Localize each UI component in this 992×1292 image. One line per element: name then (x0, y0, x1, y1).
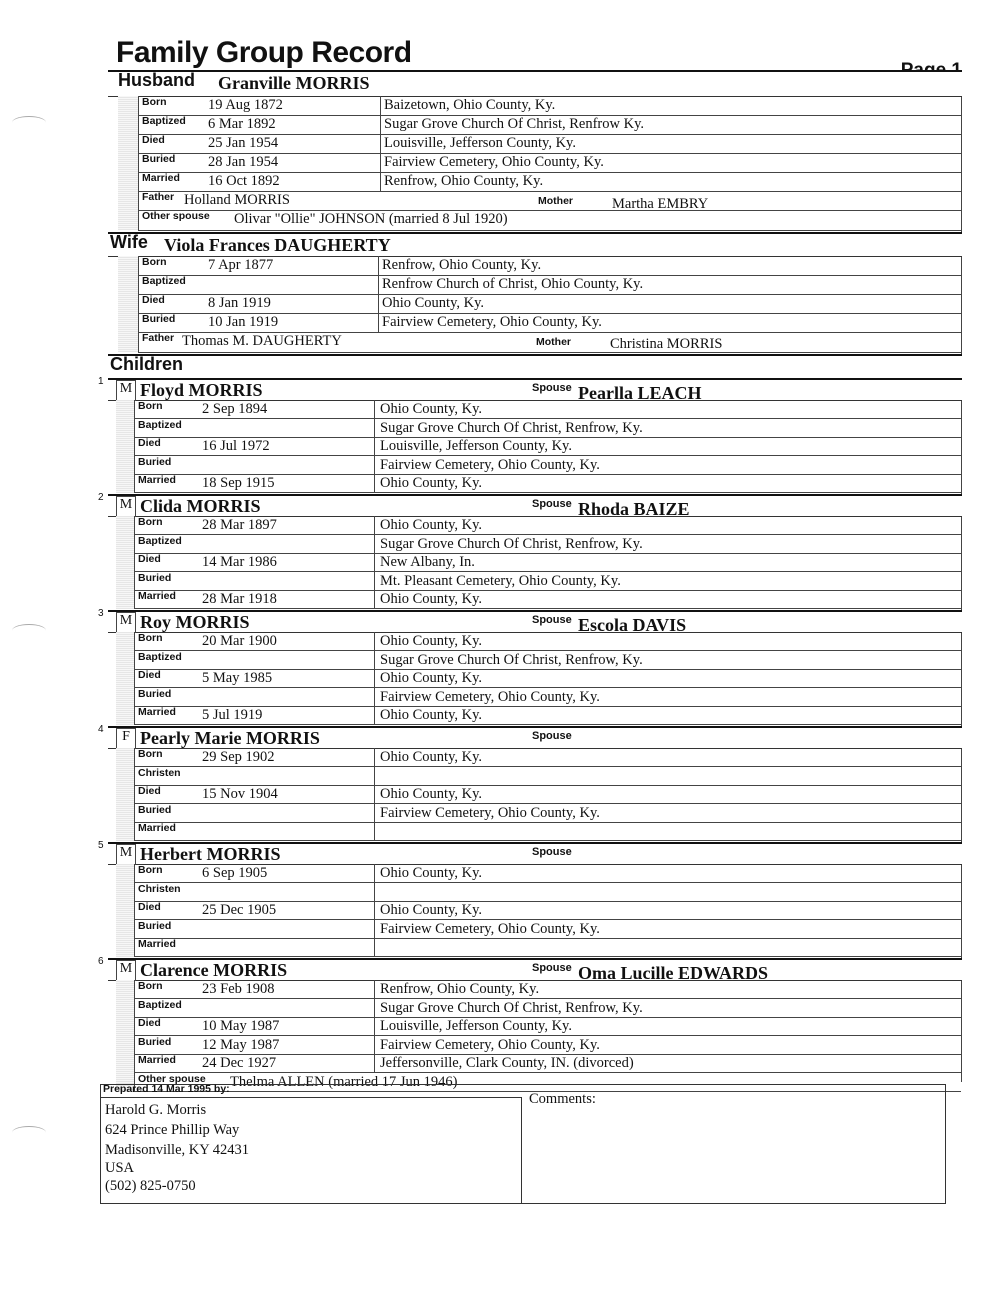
husband-father: Holland MORRIS (184, 192, 290, 208)
wife-buried-row (138, 313, 961, 333)
binder-hole-mark (12, 1126, 46, 1139)
died-label: Died (138, 669, 161, 682)
married-label: Married (142, 172, 180, 184)
baptized-label: Baptized (142, 115, 186, 127)
wife-shade (118, 256, 139, 352)
child-died-date: 14 Mar 1986 (202, 554, 277, 571)
child-baptized-row (134, 883, 961, 902)
wife-name: Viola Frances DAUGHERTY (164, 235, 391, 255)
child-header (98, 724, 962, 749)
child-born-date: 6 Sep 1905 (202, 865, 268, 881)
husband-died-place: Louisville, Jefferson County, Ky. (384, 135, 576, 151)
husband-shade (118, 96, 139, 230)
child-shade (116, 400, 135, 493)
husband-married-row (138, 172, 961, 192)
buried-label: Buried (138, 803, 172, 816)
husband-buried-row (138, 153, 961, 173)
child-number: 2 (98, 492, 104, 503)
child-died-place: Louisville, Jefferson County, Ky. (380, 1018, 572, 1035)
husband-baptized-row (138, 115, 961, 135)
born-label: Born (138, 400, 163, 412)
child-died-row (134, 785, 961, 804)
child-married-place: Jeffersonville, Clark County, IN. (divorced) (380, 1055, 634, 1072)
child-buried-row (134, 1036, 961, 1055)
child-born-row (134, 400, 961, 419)
spouse-label: Spouse (532, 498, 572, 510)
other-spouse-label: Other spouse (142, 210, 210, 222)
spouse-label: Spouse (532, 846, 572, 858)
wife-died-place: Ohio County, Ky. (382, 295, 485, 311)
child-shade (116, 632, 135, 725)
child-sex: M (116, 844, 136, 865)
child-married-row (134, 706, 961, 725)
child-buried-date: 12 May 1987 (202, 1036, 280, 1053)
born-label: Born (138, 864, 163, 876)
baptized-label: Christen (138, 882, 181, 895)
child-married-date: 18 Sep 1915 (202, 475, 275, 492)
husband-born-date: 19 Aug 1872 (208, 97, 283, 113)
mother-label: Mother (536, 336, 571, 348)
child-header (98, 376, 962, 403)
baptized-label: Baptized (138, 650, 182, 663)
child-born-row (134, 632, 961, 651)
child-died-row (134, 901, 961, 920)
husband-name: Granville MORRIS (218, 73, 370, 93)
died-label: Died (138, 785, 161, 798)
born-label: Born (142, 256, 167, 268)
husband-born-row (138, 96, 961, 116)
husband-other-spouse: Olivar "Ollie" JOHNSON (married 8 Jul 1920) (234, 211, 508, 227)
husband-other-spouse-row (138, 210, 961, 231)
born-label: Born (138, 748, 163, 760)
child-married-date: 5 Jul 1919 (202, 707, 263, 724)
child-died-row (134, 553, 961, 572)
wife-buried-place: Fairview Cemetery, Ohio County, Ky. (382, 314, 602, 330)
wife-mother: Christina MORRIS (610, 336, 723, 352)
child-name: Pearly Marie MORRIS (140, 728, 320, 748)
child-born-place: Ohio County, Ky. (380, 633, 483, 649)
preparer-name: Harold G. Morris (105, 1102, 207, 1118)
child-born-place: Ohio County, Ky. (380, 517, 483, 533)
born-label: Born (138, 632, 163, 644)
child-born-date: 28 Mar 1897 (202, 517, 277, 533)
child-header (98, 840, 962, 865)
mother-label: Mother (538, 195, 573, 207)
children-header (108, 354, 962, 379)
wife-parents-row (138, 332, 961, 353)
child-buried-place: Fairview Cemetery, Ohio County, Ky. (380, 920, 600, 937)
wife-baptized-place: Renfrow Church of Christ, Ohio County, Ky. (382, 276, 644, 292)
child-sex: M (116, 380, 136, 401)
child-baptized-row (134, 767, 961, 786)
child-number: 4 (98, 724, 104, 735)
child-buried-row (134, 804, 961, 823)
child-died-place: New Albany, In. (380, 554, 475, 571)
child-died-date: 10 May 1987 (202, 1018, 280, 1035)
child-married-row (134, 590, 961, 609)
wife-born-row (138, 256, 961, 276)
child-number: 5 (98, 840, 104, 851)
form-right-border (961, 70, 962, 1082)
baptized-label: Baptized (142, 275, 186, 287)
child-died-row (134, 669, 961, 688)
wife-died-date: 8 Jan 1919 (208, 295, 271, 311)
husband-died-date: 25 Jan 1954 (208, 135, 279, 151)
married-label: Married (138, 938, 176, 951)
child-name: Clarence MORRIS (140, 960, 288, 980)
buried-label: Buried (138, 571, 172, 584)
spouse-label: Spouse (532, 614, 572, 626)
preparer-city: Madisonville, KY 42431 (105, 1142, 250, 1158)
born-label: Born (138, 980, 163, 992)
child-buried-row (134, 572, 961, 591)
child-buried-row (134, 920, 961, 939)
died-label: Died (138, 553, 161, 566)
prepared-label: Prepared 14 Mar 1995 by: (103, 1083, 230, 1095)
wife-born-place: Renfrow, Ohio County, Ky. (382, 257, 542, 273)
child-spouse-name: Escola DAVIS (578, 615, 687, 635)
child-buried-place: Fairview Cemetery, Ohio County, Ky. (380, 688, 600, 705)
child-died-place: Ohio County, Ky. (380, 902, 483, 919)
wife-baptized-row (138, 275, 961, 295)
spouse-label: Spouse (532, 962, 572, 974)
buried-label: Buried (138, 455, 172, 468)
husband-married-date: 16 Oct 1892 (208, 173, 280, 189)
husband-baptized-date: 6 Mar 1892 (208, 116, 276, 132)
child-buried-place: Mt. Pleasant Cemetery, Ohio County, Ky. (380, 572, 621, 589)
child-born-row (134, 516, 961, 535)
child-shade (116, 748, 135, 841)
preparer-box (101, 1097, 522, 1204)
child-born-place: Ohio County, Ky. (380, 401, 483, 417)
child-baptized-row (134, 999, 961, 1018)
wife-born-date: 7 Apr 1877 (208, 257, 274, 273)
buried-label: Buried (142, 153, 176, 165)
child-born-place: Ohio County, Ky. (380, 749, 483, 765)
died-label: Died (138, 437, 161, 450)
married-label: Married (138, 822, 176, 835)
child-number: 1 (98, 376, 104, 387)
child-died-place: Ohio County, Ky. (380, 786, 483, 803)
child-born-row (134, 864, 961, 883)
child-born-place: Ohio County, Ky. (380, 865, 483, 881)
husband-buried-place: Fairview Cemetery, Ohio County, Ky. (384, 154, 604, 170)
child-shade (116, 516, 135, 609)
husband-married-place: Renfrow, Ohio County, Ky. (384, 173, 544, 189)
child-married-date: 28 Mar 1918 (202, 591, 277, 608)
child-buried-place: Fairview Cemetery, Ohio County, Ky. (380, 456, 600, 473)
spouse-label: Spouse (532, 382, 572, 394)
married-label: Married (138, 706, 176, 719)
husband-buried-date: 28 Jan 1954 (208, 154, 279, 170)
preparer-phone: (502) 825-0750 (105, 1178, 196, 1194)
child-header (98, 956, 962, 983)
child-baptized-place: Sugar Grove Church Of Christ, Renfrow, Ky. (380, 419, 643, 436)
wife-father: Thomas M. DAUGHERTY (182, 333, 342, 349)
child-baptized-place: Sugar Grove Church Of Christ, Renfrow, Ky. (380, 999, 643, 1016)
child-baptized-row (134, 535, 961, 554)
page-title: Family Group Record (116, 36, 412, 69)
child-spouse-name: Pearlla LEACH (578, 383, 702, 403)
husband-label: Husband (118, 70, 196, 90)
child-born-date: 2 Sep 1894 (202, 401, 268, 417)
child-baptized-row (134, 419, 961, 438)
child-buried-row (134, 456, 961, 475)
father-label: Father (142, 191, 175, 203)
died-label: Died (142, 134, 165, 146)
binder-hole-mark (12, 116, 46, 129)
died-label: Died (138, 901, 161, 914)
preparer-country: USA (105, 1160, 135, 1176)
wife-header (108, 232, 962, 257)
child-number: 3 (98, 608, 104, 619)
children-label: Children (110, 354, 184, 374)
child-name: Herbert MORRIS (140, 844, 281, 864)
child-born-place: Renfrow, Ohio County, Ky. (380, 981, 540, 997)
child-shade (116, 864, 135, 957)
husband-died-row (138, 134, 961, 154)
wife-died-row (138, 294, 961, 314)
child-baptized-place: Sugar Grove Church Of Christ, Renfrow, Ky. (380, 535, 643, 552)
child-baptized-place: Sugar Grove Church Of Christ, Renfrow, Ky. (380, 651, 643, 668)
died-label: Died (142, 294, 165, 306)
child-married-place: Ohio County, Ky. (380, 475, 483, 492)
child-married-row (134, 1054, 961, 1073)
child-died-date: 16 Jul 1972 (202, 438, 270, 455)
wife-buried-date: 10 Jan 1919 (208, 314, 279, 330)
child-header (98, 608, 962, 635)
child-buried-place: Fairview Cemetery, Ohio County, Ky. (380, 1036, 600, 1053)
child-name: Floyd MORRIS (140, 380, 263, 400)
preparer-section (100, 1084, 946, 1204)
child-baptized-row (134, 651, 961, 670)
child-header (98, 492, 962, 519)
child-born-date: 29 Sep 1902 (202, 749, 275, 765)
born-label: Born (142, 96, 167, 108)
child-married-date: 24 Dec 1927 (202, 1055, 277, 1072)
comments-label: Comments: (529, 1091, 596, 1107)
child-died-row (134, 1017, 961, 1036)
husband-header (108, 70, 962, 97)
baptized-label: Baptized (138, 418, 182, 431)
child-died-row (134, 437, 961, 456)
husband-mother: Martha EMBRY (612, 196, 709, 212)
baptized-label: Baptized (138, 534, 182, 547)
other-spouse-label: Other spouse (138, 1073, 206, 1085)
child-name: Clida MORRIS (140, 496, 261, 516)
child-sex: M (116, 612, 136, 633)
child-name: Roy MORRIS (140, 612, 250, 632)
child-spouse-name: Rhoda BAIZE (578, 499, 690, 519)
child-number: 6 (98, 956, 104, 967)
child-died-place: Ohio County, Ky. (380, 670, 483, 687)
child-sex: M (116, 960, 136, 981)
spouse-label: Spouse (532, 730, 572, 742)
child-married-row (134, 938, 961, 957)
child-born-row (134, 748, 961, 767)
buried-label: Buried (138, 1035, 172, 1048)
husband-born-place: Baizetown, Ohio County, Ky. (384, 97, 556, 113)
child-died-date: 15 Nov 1904 (202, 786, 278, 803)
child-married-place: Ohio County, Ky. (380, 707, 483, 724)
child-died-date: 5 May 1985 (202, 670, 273, 687)
child-buried-place: Fairview Cemetery, Ohio County, Ky. (380, 804, 600, 821)
child-born-date: 20 Mar 1900 (202, 633, 277, 649)
child-other-spouse: Thelma ALLEN (married 17 Jun 1946) (230, 1074, 458, 1090)
baptized-label: Christen (138, 766, 181, 779)
husband-baptized-place: Sugar Grove Church Of Christ, Renfrow Ky. (384, 116, 645, 132)
child-sex: F (116, 728, 136, 749)
child-died-date: 25 Dec 1905 (202, 902, 277, 919)
died-label: Died (138, 1017, 161, 1030)
child-married-row (134, 474, 961, 493)
child-buried-row (134, 688, 961, 707)
wife-label: Wife (110, 232, 148, 252)
husband-parents-row (138, 191, 961, 211)
buried-label: Buried (142, 313, 176, 325)
married-label: Married (138, 1054, 176, 1067)
child-died-place: Louisville, Jefferson County, Ky. (380, 438, 572, 455)
child-married-row (134, 822, 961, 841)
child-born-row (134, 980, 961, 999)
child-born-date: 23 Feb 1908 (202, 981, 275, 997)
child-spouse-name: Oma Lucille EDWARDS (578, 963, 769, 983)
child-shade (116, 980, 135, 1092)
binder-hole-mark (12, 624, 46, 637)
child-married-place: Ohio County, Ky. (380, 591, 483, 608)
married-label: Married (138, 474, 176, 487)
buried-label: Buried (138, 919, 172, 932)
married-label: Married (138, 590, 176, 603)
father-label: Father (142, 332, 175, 344)
preparer-street: 624 Prince Phillip Way (105, 1122, 240, 1138)
buried-label: Buried (138, 687, 172, 700)
child-sex: M (116, 496, 136, 517)
born-label: Born (138, 516, 163, 528)
baptized-label: Baptized (138, 998, 182, 1011)
